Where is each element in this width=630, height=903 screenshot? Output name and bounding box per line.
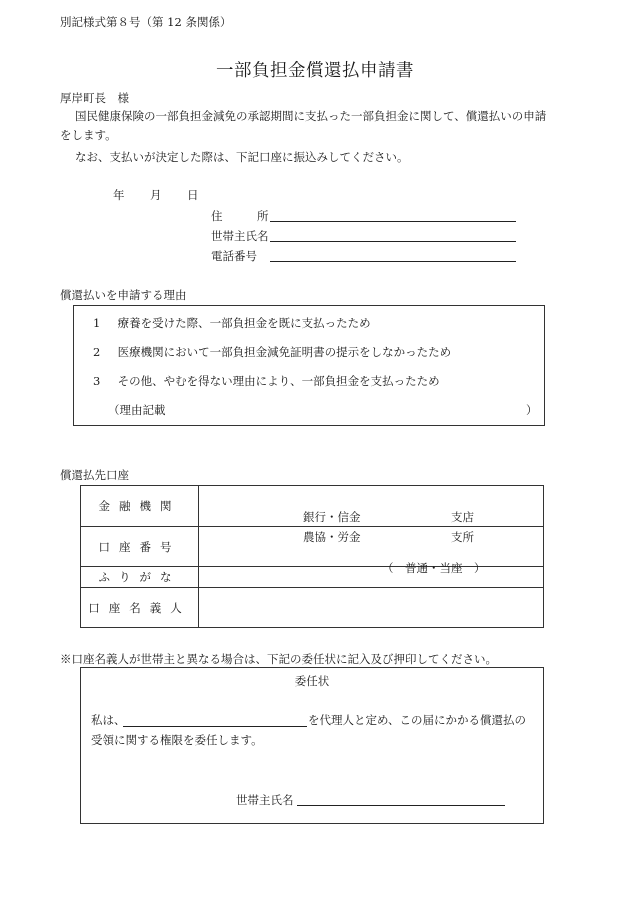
account-number-label: 口座番号 <box>81 527 199 567</box>
address-field[interactable] <box>270 221 516 222</box>
proxy-text-prefix: 私は、 <box>91 713 126 727</box>
phone-field[interactable] <box>270 261 516 262</box>
bank-line: 銀行・信金 <box>303 510 361 524</box>
phone-label: 電話番号 <box>211 249 257 263</box>
date-day-label: 日 <box>187 188 199 202</box>
reason-text: その他、やむを得ない理由により、一部負担金を支払ったため <box>117 374 440 388</box>
reasons-heading: 償還払いを申請する理由 <box>60 288 187 302</box>
office-label: 支所 <box>451 530 474 544</box>
holder-row <box>81 588 544 628</box>
reason-item-1[interactable] <box>93 315 371 331</box>
proxy-signer-field[interactable] <box>297 805 505 806</box>
date-year-label: 年 <box>113 188 125 202</box>
address-label: 住 所 <box>211 209 269 223</box>
head-name-field[interactable] <box>270 241 516 242</box>
proxy-note: ※口座名義人が世帯主と異なる場合は、下記の委任状に記入及び押印してください。 <box>60 652 497 666</box>
reason-item-2[interactable] <box>93 344 451 360</box>
reasons-box <box>73 305 545 426</box>
institution-label: 金融機関 <box>81 486 199 527</box>
holder-label: 口座名義人 <box>81 588 199 628</box>
account-table <box>80 485 544 628</box>
coop-line: 農協・労金 <box>303 530 361 544</box>
proxy-box <box>80 667 544 824</box>
proxy-signer-label: 世帯主氏名 <box>236 793 294 807</box>
institution-field[interactable] <box>199 486 544 544</box>
account-type-options: （ 普通・当座 ） <box>382 560 486 575</box>
account-heading: 償還払先口座 <box>60 468 129 482</box>
intro-line-2: をします。 <box>60 128 117 142</box>
proxy-agent-field[interactable] <box>123 726 307 727</box>
intro-line-1: 国民健康保険の一部負担金減免の承認期間に支払った一部負担金に関して、償還払いの申請 <box>75 109 547 123</box>
intro-line-3: なお、支払いが決定した際は、下記口座に振込みしてください。 <box>75 150 409 164</box>
proxy-text-line-2: 受領に関する権限を委任します。 <box>91 733 263 747</box>
furigana-label: ふりがな <box>81 567 199 588</box>
reason-text: 医療機関において一部負担金減免証明書の提示をしなかったため <box>117 345 452 359</box>
furigana-field[interactable] <box>199 567 544 588</box>
head-name-label: 世帯主氏名 <box>211 229 269 243</box>
reason-number: 2 <box>93 345 101 359</box>
reason-number: 3 <box>93 374 101 388</box>
branch-label: 支店 <box>451 510 474 524</box>
form-reference: 別記様式第８号（第 12 条関係） <box>60 15 232 29</box>
proxy-title: 委任状 <box>294 674 330 688</box>
reason-item-3[interactable] <box>93 373 440 389</box>
account-number-field[interactable] <box>199 527 544 575</box>
addressee: 厚岸町長 様 <box>60 91 129 105</box>
reason-number: 1 <box>93 316 101 330</box>
date-month-label: 月 <box>150 188 162 202</box>
institution-row <box>81 486 544 527</box>
proxy-text-suffix: を代理人と定め、この届にかかる償還払の <box>308 713 527 727</box>
page-title: 一部負担金償還払申請書 <box>216 61 414 81</box>
reason-note-open: （理由記載 <box>108 403 166 417</box>
reason-note-close: ） <box>526 403 538 417</box>
holder-field[interactable] <box>199 588 544 628</box>
reason-text: 療養を受けた際、一部負担金を既に支払ったため <box>117 316 371 330</box>
